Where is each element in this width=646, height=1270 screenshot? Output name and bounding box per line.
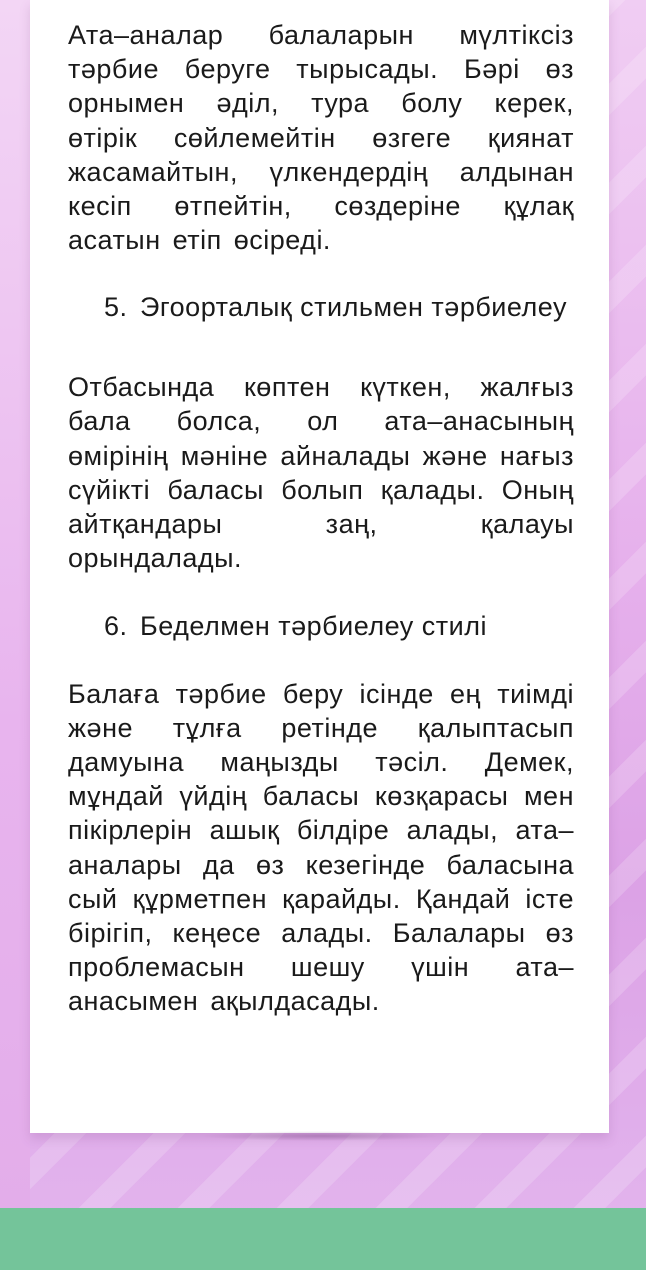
heading-text: Эгоорталық стильмен тәрбиелеу [140, 292, 567, 322]
paragraph-parenting-perfection: Ата–аналар балаларын мүлтіксіз тәрбие беруге тырысады. Бәрі өз орнымен әділ, тура болу керек, өтірік сөйлемейтін өзгеге қиянат жасамайтын, үлкендердің алдынан кесіп өтпейтін, сөздеріне құлақ асатын етіп өсіреді. [68, 20, 574, 256]
card-shadow [200, 1131, 440, 1141]
heading-section-6 [68, 609, 574, 643]
paragraph-authoritative-style: Балаға тәрбие беру ісінде ең тиімді және тұлға ретінде қалыптасып дамуына маңызды тәсіл. Демек, мұндай үйдің баласы көзқарасы мен пікірлерін ашық білдіре алады, ата–аналары да өз кезегінде баласына сый құрметпен қарайды. Қандай істе бірігіп, кеңесе алады. Балалары өз проблемасын шешу үшін ата–анасымен ақылдасады. [68, 678, 574, 1017]
heading-number: 5. [104, 292, 128, 322]
footer-bar [0, 1208, 646, 1270]
paragraph-egocentric-style: Отбасында көптен күткен, жалғыз бала болса, ол ата–анасының өмірінің мәніне айналады және нағыз сүйікті баласы болып қалады. Оның айтқандары заң, қалауы орындалады. [68, 372, 574, 574]
heading-section-5 [68, 290, 574, 324]
document-content [68, 18, 574, 1019]
heading-number: 6. [104, 611, 128, 642]
background-stripe [0, 0, 30, 1210]
heading-text: Беделмен тәрбиелеу стилі [140, 611, 487, 642]
